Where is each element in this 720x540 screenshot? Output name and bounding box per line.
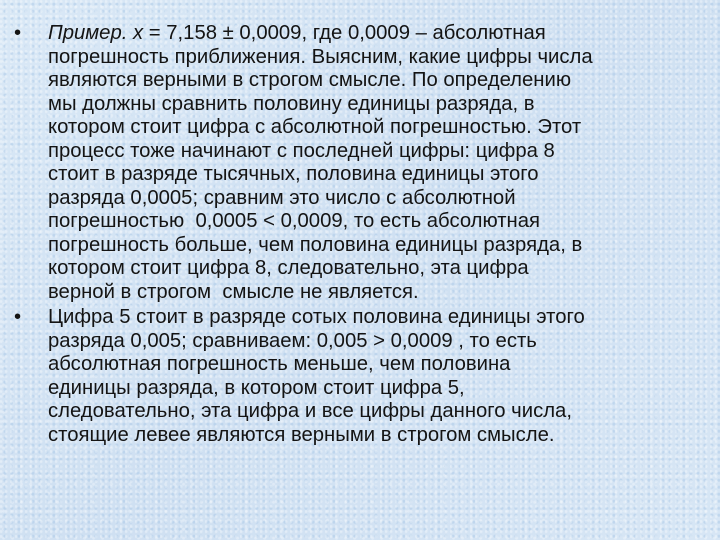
bullet-text: [48, 22, 706, 304]
text-line: котором стоит цифра 8, следовательно, эта цифра: [48, 257, 529, 279]
bullet-marker: •: [14, 306, 22, 328]
text-line: погрешность приближения. Выясним, какие цифры числа: [48, 45, 593, 68]
text-line: Цифра 5 стоит в разряде сотых половина единицы этого: [48, 306, 585, 328]
text-line: котором стоит цифра с абсолютной погрешностью. Этот: [48, 116, 582, 138]
text-line: верной в строгом смысле не является.: [48, 280, 419, 303]
text-segment: = 7,158 ± 0,0009, где 0,0009 – абсолютная: [143, 22, 546, 44]
text-line: [48, 22, 706, 46]
bullet-item-example: [14, 22, 706, 304]
example-label: Пример. х: [48, 22, 144, 44]
bullet-item-digit-5: [14, 306, 706, 447]
text-line: разряда 0,0005; сравним это число с абсолютной: [48, 186, 516, 209]
text-line: процесс тоже начинают с последней цифры: цифра 8: [48, 139, 555, 162]
bullet-marker: •: [14, 22, 22, 44]
text-line: мы должны сравнить половину единицы разряда, в: [48, 92, 535, 115]
text-line: погрешностью 0,0005 < 0,0009, то есть абсолютная: [48, 210, 540, 232]
text-line: погрешность больше, чем половина единицы разряда, в: [48, 233, 583, 256]
text-line: единицы разряда, в котором стоит цифра 5,: [48, 376, 465, 399]
bullet-list: [14, 22, 706, 449]
text-line: стоит в разряде тысячных, половина единицы этого: [48, 163, 539, 185]
text-line: являются верными в строгом смысле. По определению: [48, 69, 572, 91]
text-line: стоящие левее являются верными в строгом смысле.: [48, 423, 555, 446]
bullet-text: [48, 306, 706, 447]
text-line: разряда 0,005; сравниваем: 0,005 > 0,0009 , то есть: [48, 329, 537, 352]
text-line: абсолютная погрешность меньше, чем половина: [48, 353, 511, 375]
text-line: следовательно, эта цифра и все цифры данного числа,: [48, 400, 572, 422]
